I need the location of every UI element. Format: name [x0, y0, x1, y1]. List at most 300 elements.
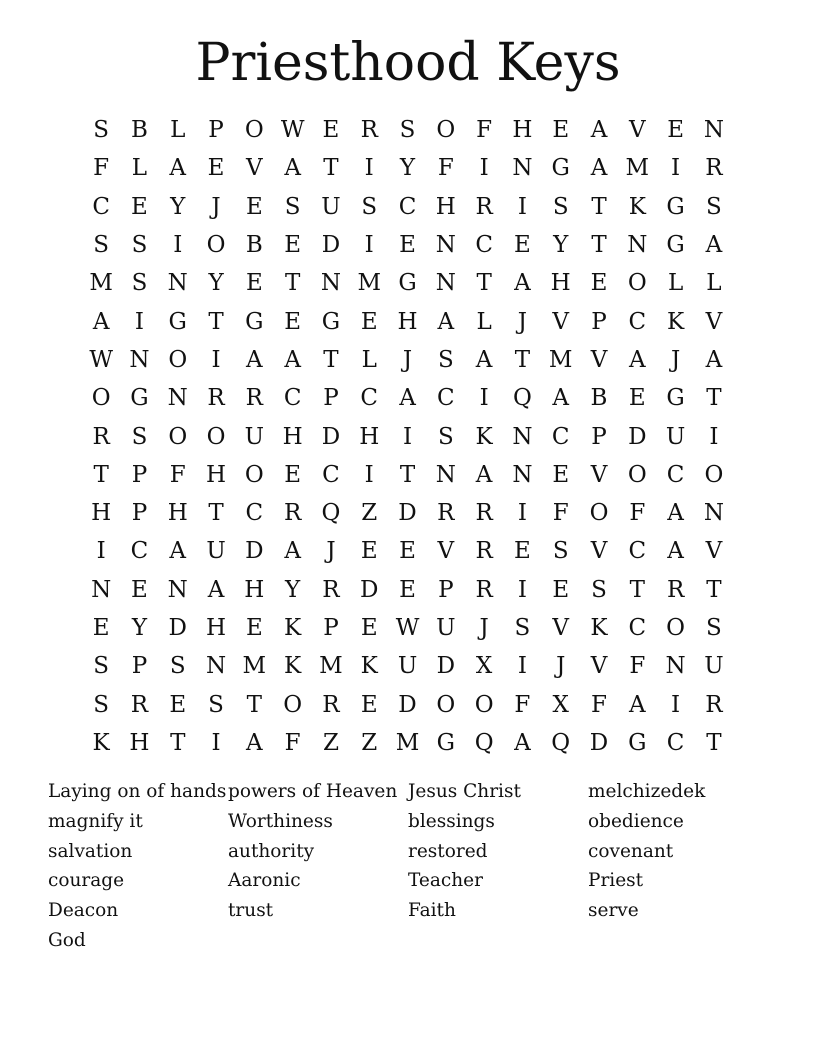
- grid-letter: E: [360, 615, 378, 641]
- grid-letter: C: [666, 729, 685, 756]
- grid-letter: F: [629, 653, 646, 680]
- grid-letter: E: [360, 308, 378, 335]
- grid-letter: N: [91, 576, 112, 603]
- grid-letter: O: [627, 270, 647, 297]
- grid-letter: E: [399, 576, 416, 603]
- grid-letter: I: [517, 653, 527, 680]
- grid-letter: M: [395, 729, 420, 756]
- grid-letter: R: [437, 500, 455, 527]
- grid-letter: O: [91, 385, 111, 412]
- grid-letter: C: [628, 308, 647, 335]
- grid-letter: U: [206, 538, 226, 565]
- grid-letter: H: [206, 615, 227, 641]
- grid-letter: C: [628, 538, 647, 565]
- grid-letter: M: [625, 155, 650, 182]
- grid-letter: D: [436, 653, 456, 680]
- grid-letter: F: [169, 461, 186, 488]
- grid-letter: T: [476, 270, 492, 297]
- grid-row: [82, 149, 734, 187]
- grid-letter: S: [131, 270, 148, 297]
- grid-letter: S: [514, 615, 531, 641]
- grid-letter: S: [93, 232, 110, 259]
- grid-letter: V: [552, 308, 570, 335]
- grid-letter: H: [167, 500, 188, 527]
- grid-letter: V: [590, 538, 608, 565]
- grid-letter: O: [589, 500, 609, 527]
- grid-letter: G: [245, 308, 264, 335]
- grid-letter: E: [92, 615, 110, 641]
- grid-letter: G: [168, 308, 187, 335]
- word-list-item: blessings: [408, 810, 495, 832]
- grid-letter: E: [514, 538, 531, 565]
- grid-letter: N: [167, 576, 188, 603]
- grid-row: [82, 188, 734, 226]
- grid-letter: V: [705, 308, 723, 335]
- grid-row: [82, 609, 734, 647]
- grid-letter: N: [167, 385, 188, 412]
- grid-letter: R: [130, 691, 149, 718]
- word-list-item: Priest: [588, 870, 644, 892]
- grid-letter: A: [705, 232, 723, 259]
- grid-letter: T: [629, 576, 645, 603]
- grid-letter: E: [284, 232, 302, 259]
- grid-letter: A: [284, 538, 301, 565]
- grid-letter: U: [244, 423, 265, 450]
- grid-letter: N: [129, 346, 150, 373]
- grid-letter: L: [361, 346, 377, 373]
- grid-letter: I: [364, 232, 374, 259]
- grid-letter: J: [517, 308, 528, 335]
- grid-letter: C: [628, 615, 647, 641]
- grid-letter: T: [706, 576, 722, 603]
- grid-letter: J: [211, 193, 221, 220]
- grid-letter: A: [284, 155, 301, 182]
- grid-letter: T: [208, 500, 224, 527]
- grid-letter: E: [667, 117, 684, 144]
- word-list-item: salvation: [48, 840, 133, 862]
- grid-letter: P: [591, 423, 607, 450]
- word-list-item: obedience: [588, 810, 684, 832]
- puzzle-title: Priesthood Keys: [195, 33, 621, 93]
- grid-letter: K: [360, 653, 378, 680]
- grid-letter: K: [475, 423, 493, 450]
- grid-letter: I: [173, 232, 183, 259]
- grid-letter: H: [512, 117, 533, 144]
- grid-letter: V: [437, 538, 455, 565]
- grid-letter: D: [245, 538, 264, 565]
- grid-letter: Y: [208, 270, 224, 297]
- grid-letter: O: [168, 346, 188, 373]
- grid-letter: P: [208, 117, 224, 144]
- grid-letter: V: [246, 155, 263, 182]
- word-list-item: Faith: [408, 900, 456, 922]
- grid-row: [82, 226, 734, 264]
- grid-letter: L: [170, 117, 186, 144]
- grid-letter: A: [628, 346, 646, 373]
- grid-letter: A: [590, 155, 608, 182]
- grid-letter: C: [360, 385, 379, 412]
- grid-letter: Q: [512, 385, 532, 412]
- grid-row: [82, 724, 734, 762]
- grid-letter: A: [514, 270, 531, 297]
- grid-row: [82, 302, 734, 340]
- grid-letter: C: [92, 193, 110, 220]
- grid-letter: F: [437, 155, 454, 182]
- grid-letter: O: [244, 117, 264, 144]
- grid-letter: W: [395, 615, 420, 641]
- grid-letter: K: [284, 615, 302, 641]
- grid-letter: I: [671, 155, 681, 182]
- grid-letter: L: [667, 270, 684, 297]
- grid-letter: C: [245, 500, 264, 527]
- grid-letter: E: [284, 461, 302, 488]
- grid-letter: S: [131, 423, 148, 450]
- grid-letter: Y: [170, 193, 186, 220]
- grid-letter: H: [397, 308, 418, 335]
- grid-letter: S: [131, 232, 148, 259]
- grid-letter: O: [436, 691, 456, 718]
- grid-letter: N: [512, 155, 533, 182]
- grid-letter: M: [242, 653, 267, 680]
- grid-letter: E: [552, 576, 570, 603]
- word-list-item: melchizedek: [588, 781, 706, 802]
- grid-letter: A: [284, 346, 301, 373]
- grid-letter: Y: [131, 615, 148, 641]
- grid-letter: O: [474, 691, 494, 718]
- grid-letter: M: [89, 270, 113, 297]
- grid-letter: R: [245, 385, 263, 412]
- grid-row: [82, 494, 734, 532]
- word-list-item: Aaronic: [228, 870, 301, 892]
- grid-letter: T: [399, 461, 416, 488]
- grid-letter: X: [552, 691, 569, 718]
- grid-letter: D: [360, 576, 379, 603]
- grid-letter: A: [399, 385, 416, 412]
- grid-letter: B: [245, 232, 263, 259]
- grid-letter: E: [399, 232, 416, 259]
- grid-letter: U: [665, 423, 686, 450]
- grid-letter: L: [706, 270, 722, 297]
- grid-letter: O: [704, 461, 724, 488]
- grid-letter: J: [556, 653, 566, 680]
- grid-letter: T: [591, 232, 607, 259]
- grid-letter: N: [205, 653, 227, 680]
- grid-letter: P: [438, 576, 454, 603]
- grid-letter: H: [129, 729, 150, 756]
- grid-letter: G: [666, 385, 685, 412]
- grid-letter: L: [476, 308, 492, 335]
- grid-letter: E: [322, 117, 340, 144]
- grid-letter: G: [666, 232, 685, 259]
- grid-letter: L: [131, 155, 148, 182]
- grid-letter: R: [207, 385, 225, 412]
- grid-letter: M: [548, 346, 573, 373]
- grid-letter: O: [283, 691, 303, 718]
- grid-letter: T: [514, 346, 531, 373]
- grid-letter: F: [514, 691, 531, 718]
- grid-letter: R: [92, 423, 110, 450]
- grid-letter: A: [705, 346, 723, 373]
- grid-letter: K: [667, 308, 685, 335]
- grid-letter: G: [398, 270, 417, 297]
- grid-letter: R: [705, 691, 723, 718]
- letter-grid: [82, 111, 734, 762]
- grid-letter: I: [671, 691, 681, 718]
- grid-letter: S: [93, 117, 110, 144]
- word-list-item: Deacon: [48, 900, 119, 922]
- grid-letter: E: [245, 193, 263, 220]
- grid-letter: O: [206, 232, 226, 259]
- grid-letter: N: [627, 232, 648, 259]
- grid-row: [82, 647, 734, 685]
- grid-letter: G: [321, 308, 341, 335]
- grid-letter: C: [437, 385, 455, 412]
- grid-row: [82, 456, 734, 494]
- grid-letter: N: [320, 270, 341, 297]
- word-list-item: authority: [228, 840, 315, 862]
- grid-letter: C: [322, 461, 340, 488]
- word-list-item: restored: [408, 840, 488, 862]
- grid-letter: Y: [553, 232, 569, 259]
- grid-letter: V: [705, 538, 723, 565]
- grid-letter: S: [208, 691, 224, 718]
- grid-letter: P: [131, 461, 148, 488]
- grid-letter: J: [670, 346, 681, 373]
- grid-letter: E: [131, 193, 148, 220]
- grid-letter: E: [514, 232, 531, 259]
- grid-letter: O: [168, 423, 188, 450]
- grid-letter: S: [437, 346, 454, 373]
- grid-letter: F: [629, 500, 646, 527]
- grid-letter: H: [282, 423, 303, 450]
- grid-letter: D: [628, 423, 647, 450]
- grid-letter: C: [130, 538, 149, 565]
- grid-letter: H: [435, 193, 456, 220]
- grid-letter: I: [364, 461, 374, 488]
- grid-letter: P: [323, 385, 339, 412]
- grid-letter: A: [246, 346, 263, 373]
- word-list-item: powers of Heaven: [228, 781, 398, 802]
- grid-letter: I: [96, 538, 106, 565]
- grid-letter: P: [591, 308, 607, 335]
- grid-letter: D: [321, 423, 341, 450]
- grid-letter: E: [399, 538, 416, 565]
- grid-letter: N: [435, 461, 456, 488]
- grid-letter: I: [517, 576, 527, 603]
- grid-letter: K: [92, 729, 110, 756]
- grid-letter: C: [475, 232, 493, 259]
- grid-letter: P: [323, 615, 339, 641]
- grid-letter: I: [211, 346, 221, 373]
- grid-letter: Q: [551, 729, 571, 756]
- grid-letter: T: [591, 193, 607, 220]
- grid-letter: U: [321, 193, 341, 220]
- grid-letter: A: [514, 729, 531, 756]
- grid-letter: F: [284, 729, 301, 756]
- grid-row: [82, 341, 734, 379]
- grid-letter: F: [552, 500, 569, 527]
- grid-letter: S: [93, 691, 110, 718]
- grid-letter: C: [283, 385, 302, 412]
- grid-letter: H: [91, 500, 112, 527]
- grid-letter: A: [667, 500, 684, 527]
- grid-letter: C: [551, 423, 570, 450]
- grid-letter: C: [666, 461, 685, 488]
- grid-letter: N: [512, 423, 533, 450]
- grid-letter: N: [435, 270, 456, 297]
- grid-letter: G: [628, 729, 647, 756]
- word-list-item: Teacher: [408, 870, 483, 892]
- grid-letter: U: [436, 615, 456, 641]
- grid-letter: S: [591, 576, 607, 603]
- grid-letter: Q: [321, 500, 341, 527]
- grid-letter: A: [590, 117, 608, 144]
- grid-letter: I: [364, 155, 374, 182]
- grid-letter: T: [323, 346, 339, 373]
- grid-row: [82, 379, 734, 417]
- grid-letter: M: [357, 270, 381, 297]
- grid-letter: A: [207, 576, 225, 603]
- grid-letter: O: [244, 461, 264, 488]
- grid-letter: X: [475, 653, 493, 680]
- grid-letter: R: [322, 691, 340, 718]
- grid-letter: I: [211, 729, 221, 756]
- grid-letter: E: [628, 385, 646, 412]
- grid-letter: I: [709, 423, 719, 450]
- grid-letter: J: [479, 615, 489, 641]
- word-list-item: trust: [228, 900, 274, 922]
- grid-letter: W: [280, 117, 305, 144]
- grid-letter: E: [552, 117, 570, 144]
- grid-letter: E: [131, 576, 148, 603]
- grid-letter: S: [93, 653, 110, 680]
- grid-letter: A: [246, 729, 263, 756]
- grid-letter: Z: [361, 500, 378, 527]
- grid-letter: T: [170, 729, 186, 756]
- word-list-item: serve: [588, 900, 639, 922]
- grid-letter: R: [475, 576, 493, 603]
- grid-row: [82, 685, 734, 723]
- word-list-item: Laying on of hands: [48, 781, 227, 802]
- grid-letter: V: [552, 615, 570, 641]
- grid-letter: A: [169, 155, 187, 182]
- grid-letter: Y: [399, 155, 416, 182]
- grid-letter: I: [134, 308, 144, 335]
- grid-letter: A: [169, 538, 187, 565]
- grid-letter: D: [168, 615, 187, 641]
- grid-letter: E: [207, 155, 225, 182]
- grid-letter: D: [589, 729, 609, 756]
- grid-letter: A: [667, 538, 684, 565]
- grid-letter: P: [131, 653, 148, 680]
- grid-letter: R: [475, 538, 493, 565]
- grid-letter: R: [666, 576, 685, 603]
- word-list-item: magnify it: [48, 810, 143, 832]
- grid-letter: Q: [474, 729, 494, 756]
- grid-row: [82, 264, 734, 302]
- grid-letter: S: [169, 653, 186, 680]
- word-list: [48, 777, 768, 956]
- grid-letter: A: [475, 346, 493, 373]
- grid-letter: R: [475, 500, 493, 527]
- grid-letter: A: [437, 308, 455, 335]
- grid-letter: R: [322, 576, 340, 603]
- grid-letter: Y: [285, 576, 301, 603]
- word-list-item: courage: [48, 870, 125, 892]
- grid-letter: N: [665, 653, 686, 680]
- grid-letter: I: [517, 500, 527, 527]
- grid-letter: I: [402, 423, 413, 450]
- grid-letter: P: [131, 500, 148, 527]
- grid-letter: E: [169, 691, 187, 718]
- grid-letter: O: [206, 423, 226, 450]
- grid-letter: A: [475, 461, 493, 488]
- grid-letter: W: [89, 346, 113, 373]
- grid-letter: A: [552, 385, 570, 412]
- grid-letter: D: [398, 500, 417, 527]
- grid-letter: G: [130, 385, 149, 412]
- grid-letter: E: [284, 308, 302, 335]
- grid-letter: E: [360, 691, 378, 718]
- grid-row: [82, 532, 734, 570]
- grid-letter: F: [93, 155, 110, 182]
- grid-letter: I: [479, 385, 489, 412]
- grid-letter: V: [590, 346, 608, 373]
- grid-letter: F: [591, 691, 607, 718]
- grid-letter: T: [706, 385, 722, 412]
- grid-row: [82, 571, 734, 609]
- grid-letter: Z: [322, 729, 339, 756]
- grid-letter: N: [512, 461, 533, 488]
- word-list-item: covenant: [588, 840, 674, 862]
- word-list-item: Worthiness: [228, 810, 333, 832]
- grid-letter: N: [167, 270, 188, 297]
- grid-letter: S: [706, 193, 722, 220]
- grid-letter: H: [550, 270, 571, 297]
- grid-letter: H: [206, 461, 227, 488]
- grid-letter: K: [590, 615, 608, 641]
- grid-letter: B: [590, 385, 608, 412]
- grid-letter: K: [284, 653, 302, 680]
- grid-letter: V: [628, 117, 646, 144]
- grid-letter: S: [552, 193, 569, 220]
- grid-row: [82, 417, 734, 455]
- grid-letter: E: [590, 270, 608, 297]
- grid-letter: S: [437, 423, 454, 450]
- grid-letter: A: [92, 308, 110, 335]
- grid-letter: O: [666, 615, 686, 641]
- grid-letter: T: [284, 270, 301, 297]
- grid-letter: N: [703, 500, 724, 527]
- grid-letter: C: [398, 193, 417, 220]
- grid-letter: V: [590, 653, 608, 680]
- grid-letter: S: [361, 193, 378, 220]
- grid-letter: F: [476, 117, 493, 144]
- grid-letter: Z: [361, 729, 378, 756]
- grid-letter: E: [245, 270, 263, 297]
- grid-letter: R: [360, 117, 378, 144]
- grid-letter: E: [552, 461, 570, 488]
- grid-letter: O: [436, 117, 456, 144]
- grid-letter: J: [326, 538, 336, 565]
- grid-letter: K: [628, 193, 646, 220]
- grid-letter: E: [245, 615, 263, 641]
- grid-letter: H: [244, 576, 265, 603]
- grid-letter: S: [284, 193, 301, 220]
- grid-letter: E: [360, 538, 378, 565]
- grid-letter: M: [319, 653, 343, 680]
- grid-letter: S: [552, 538, 569, 565]
